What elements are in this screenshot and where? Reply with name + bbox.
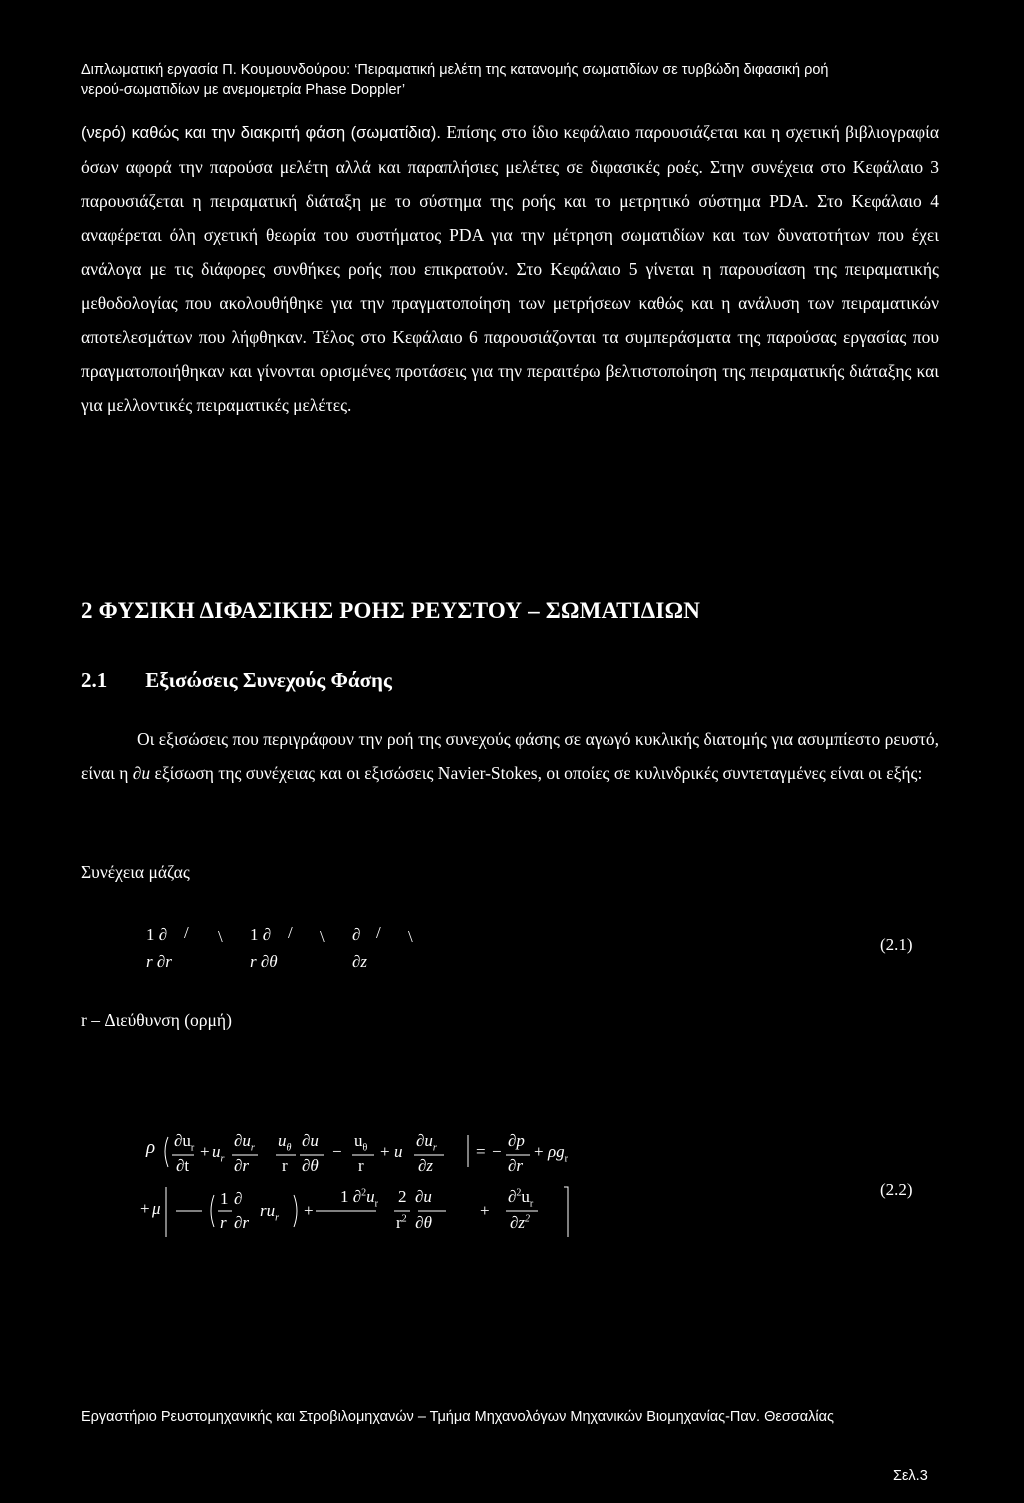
- subsection-heading: [81, 668, 392, 693]
- eq2-bracket-right-2: [564, 1187, 568, 1237]
- mass-continuity-label: Συνέχεια μάζας: [81, 862, 190, 882]
- header-line-2: νερού-σωματιδίων με ανεμομετρία Phase Doppler’: [81, 82, 406, 98]
- eq2-equals: =: [476, 1142, 486, 1161]
- section-title: ΦΥΣΙΚΗ ΔΙΦΑΣΙΚΗΣ ΡΟΗΣ ΡΕΥΣΤΟΥ – ΣΩΜΑΤΙΔΙΩΝ: [98, 598, 701, 623]
- eq2-paren-left-2: [211, 1195, 214, 1227]
- eq2-bracket-left-1: [165, 1137, 168, 1167]
- equation-2-2: [140, 1125, 860, 1275]
- eq2-ur: $u_r$: [212, 1142, 225, 1165]
- eq1-term1-num: 1 ∂: [146, 925, 168, 944]
- eq2-i-den: $r^2$ ∂θ: [396, 1213, 432, 1232]
- eq1-paren-close-2: \: [320, 927, 325, 946]
- eq2-d-num: $u_\theta$: [354, 1131, 368, 1154]
- header-line-1: Διπλωματική εργασία Π. Κουμουνδούρου: ‘Πειραματική μελέτη της κατανομής σωματιδίων σε τυρβώδη διφασική ροή: [81, 62, 829, 78]
- eq2-e-den: ∂z: [418, 1156, 434, 1175]
- eq2-b-num: $\partial u_r$: [234, 1131, 255, 1154]
- eq2-c-den2: ∂θ: [302, 1156, 319, 1175]
- equation-2-1: [146, 925, 446, 985]
- subsection-number: 2.1: [81, 668, 108, 692]
- eq2-c-num: $u_\theta$: [278, 1131, 292, 1154]
- equation-2-2-number: (2.2): [880, 1180, 913, 1199]
- eq1-term3-num: ∂: [352, 925, 361, 944]
- eq2-plus-4: +: [140, 1199, 150, 1218]
- section-heading: [81, 598, 700, 624]
- eq2-e-num: $\partial u_r$: [416, 1131, 437, 1154]
- eq2-rho: ρ: [146, 1137, 156, 1158]
- eq2-a-den: ∂t: [176, 1156, 190, 1175]
- body-paragraph: [81, 722, 939, 790]
- body-text-after: εξίσωση της συνέχειας και οι εξισώσεις Navier-Stokes, οι οποίες σε κυλινδρικές συντεταγμένες είναι οι εξής:: [150, 763, 923, 783]
- eq2-c-den: r: [282, 1156, 288, 1175]
- eq2-p-den: ∂r: [508, 1156, 524, 1175]
- body-text-before: Οι εξισώσεις που περιγράφουν την ροή της συνεχούς φάσης σε αγωγό κυκλικής διατομής για ασυμπίεστο ρευστό, είναι η: [81, 729, 939, 783]
- eq2-plus-3: +: [534, 1142, 544, 1161]
- subsection-title: Εξισώσεις Συνεχούς Φάσης: [145, 668, 392, 692]
- r-direction-label: r – Διεύθυνση (ορμή): [81, 1010, 232, 1030]
- eq1-paren-open-2: /: [288, 923, 293, 942]
- eq2-i-num: 2 ∂u: [398, 1187, 432, 1206]
- running-header: [81, 60, 961, 100]
- eq2-j-den: $\partial z^2$: [510, 1213, 531, 1232]
- eq2-p-num: ∂p: [508, 1131, 525, 1150]
- eq2-g-num: ∂: [234, 1189, 243, 1208]
- eq2-paren-right-2: [294, 1195, 297, 1227]
- eq2-plus-1: +: [200, 1142, 210, 1161]
- eq2-plus-5: +: [304, 1201, 314, 1220]
- eq2-plus-6: +: [480, 1201, 490, 1220]
- eq2-u: u: [394, 1142, 403, 1161]
- eq2-d-den: r: [358, 1156, 364, 1175]
- equation-2-1-number: (2.1): [880, 935, 913, 954]
- eq2-f-den: r: [220, 1213, 227, 1232]
- eq2-h-num: 1 $\partial^2u_r$: [340, 1187, 378, 1210]
- section-number: 2: [81, 598, 93, 623]
- eq1-paren-open-3: /: [376, 923, 381, 942]
- eq1-paren-close-1: \: [218, 927, 223, 946]
- eq2-g-den: ∂r: [234, 1213, 250, 1232]
- eq2-a-num: $\partial u_r$: [174, 1131, 195, 1154]
- intro-text-rest: Επίσης στο ίδιο κεφάλαιο παρουσιάζεται και η σχετική βιβλιογραφία όσων αφορά την παρούσα μελέτη αλλά και παραπλήσιες μελέτες σε διφασικές ροές. Στην συνέχεια στο Κεφάλαιο 3 παρουσιάζεται η πειραματική διάταξη με το σύστημα της ροής και το μετρητικό σύστημα PDA. Στο Κεφάλαιο 4 αναφέρεται όλη σχετική θεωρία του συστήματος PDA για την μέτρηση σωματιδίων και των δυνατοτήτων που έχει ανάλογα με τις διάφορες συνθήκες ροής που επικρατούν. Στο Κεφάλαιο 5 γίνεται η παρουσίαση της πειραματικής μεθοδολογίας που ακολουθήθηκε για την πραγματοποίηση των μετρήσεων καθώς και η ανάλυση των πειραματικών αποτελεσμάτων που λήφθηκαν. Τέλος στο Κεφάλαιο 6 παρουσιάζονται τα συμπεράσματα της παρούσας εργασίας που πραγματοποιήθηκαν και γίνονται ορισμένες προτάσεις για την περαιτέρω βελτιστοποίηση της πειραματικής διάταξης και για μελλοντικές πειραματικές μελέτες.: [81, 122, 939, 415]
- eq2-c-num2: ∂u: [302, 1131, 319, 1150]
- body-symbol: ∂u: [132, 763, 151, 783]
- eq2-plus-2: +: [380, 1142, 390, 1161]
- eq2-ru: $ru_r$: [260, 1201, 280, 1224]
- eq1-paren-open-1: /: [184, 923, 189, 942]
- eq2-minus: −: [332, 1142, 342, 1161]
- eq1-term3-den: ∂z: [352, 952, 368, 971]
- eq2-f-num: 1: [220, 1189, 229, 1208]
- page-number: Σελ.3: [893, 1468, 928, 1484]
- eq1-term1-den: r ∂r: [146, 952, 172, 971]
- eq1-paren-close-3: \: [408, 927, 413, 946]
- intro-text-start: (νερό) καθώς και την διακριτή φάση (σωματίδια).: [81, 124, 447, 142]
- eq2-rhog: $\rho g_r$: [548, 1142, 569, 1165]
- page-footer: Εργαστήριο Ρευστομηχανικής και Στροβιλομηχανών – Τμήμα Μηχανολόγων Μηχανικών Βιομηχανίας-Παν. Θεσσαλίας: [81, 1409, 834, 1425]
- eq2-minus-2: −: [492, 1142, 502, 1161]
- eq2-mu: μ: [152, 1199, 161, 1218]
- eq2-j-num: $\partial^2u_r$: [508, 1187, 534, 1210]
- intro-paragraph: [81, 115, 939, 422]
- eq1-term2-den: r ∂θ: [250, 952, 278, 971]
- eq1-term2-num: 1 ∂: [250, 925, 272, 944]
- eq2-b-den: ∂r: [234, 1156, 250, 1175]
